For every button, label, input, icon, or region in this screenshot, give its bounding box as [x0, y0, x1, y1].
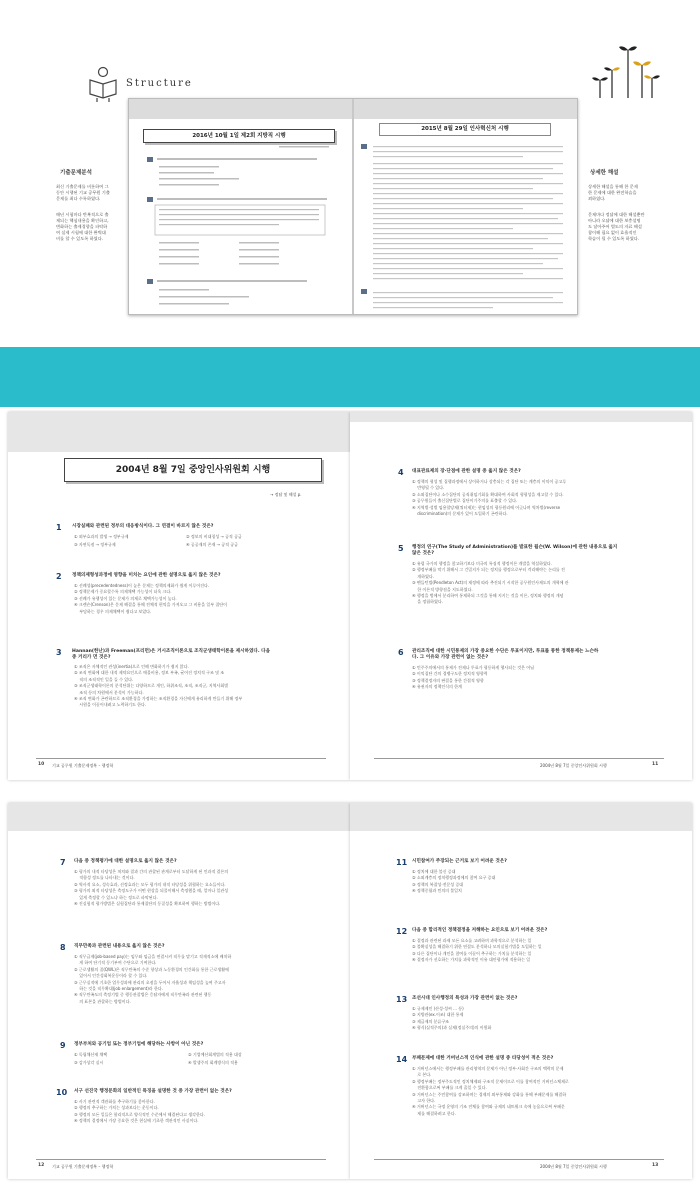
question-number: 4: [398, 468, 404, 477]
option-list: ① 정책의 형성 및 집행과정에서 상이하거나 상충되는 각 집단 또는 계층의 이익이 공고루 반영될 수 있다. ② 소외집단이나 소수집단의 공직취임기회를 확대하여 사회적 형평성을 제고할 수 있다. ③ 공무원들이 출신집단별로 집단이기주의를 표출할 수 있다. ④ 지역별·성별 임용할당제(쿼터제)는 현임성의 평등원리에 어긋나며 역차별(reverse discrimination)의 문제가 있어 도입하기 곤란하다.: [412, 479, 567, 517]
right-para-1: 상세한 해설을 통해 한 문제 한 문제에 대한 완전학습을 꾀하였다.: [588, 184, 638, 201]
question-text: 다음 중 합리적인 정책결정을 저해하는 요인으로 보기 어려운 것은?: [412, 928, 548, 933]
page-number: 10: [38, 762, 45, 767]
question-text: 시민참여가 주장되는 근거로 보기 어려운 것은?: [412, 859, 507, 864]
question-text: 행정의 연구(The Study of Administration)를 발표한 윌슨(W. Wilson)에 관한 내용으로 옳지 않은 것은?: [412, 545, 618, 556]
question-text: 부패문제에 대한 거버넌스적 인식에 관한 설명 중 타당성이 적은 것은?: [412, 1056, 554, 1061]
plant-decoration-icon: [590, 40, 660, 100]
question-number: 1: [56, 523, 62, 532]
answer-reference: → 정답 및 해설 p.: [270, 492, 302, 497]
question-text: 관리조직에 대한 시민통제의 가장 중요한 수단은 투표이지만, 투표를 통한 정책통제는 느슨하 다. 그 이유와 가장 관련이 없는 것은?: [412, 649, 599, 660]
option-list: ① 선례성(precedentedness)이 높은 문제는 정책의제화가 쉽게 이루어진다. ② 정책문제가 중요할수록 의제채택 가능성이 더욱 크다. ③ 선례가 유행성이 있는 문제가 의제로 채택가능성이 높다. ④ 크렌슨(Crenson)은 문제 해결을 통해 전체적 편익을 가져오고 그 비용을 일부 집단이 부담하는 경우 의제채택이 쉽다고 보았다.: [74, 583, 228, 614]
page-13: [350, 803, 692, 1179]
question-text: 조선시대 인사행정의 특성과 가장 관련이 없는 것은?: [412, 996, 518, 1001]
running-footer: 기교 공무원 기출문제정복 – 행정학: [52, 763, 114, 768]
option-list: ① 정치에 대한 불신 증대 ② 소외계층의 정치행정과정에의 참여 요구 증대 ③ 정책의 복잡성·전문성 증대 ④ 정책중립과 민의의 불일치: [412, 869, 496, 894]
option-list: ① 직무급제(job-based pay)는 임무와 임금을 연결시켜 직무를 맡기고 적재적소에 배치하 게 하여 단기적 동기부여 수단으로 기여한다. ② 근로생활의 질(QWL)은 직무만족의 수준 향상과 노동환경의 인간화를 통한 근로생활에 있어서 인간성회복운동이라 할 수 있다. ③ 근무실적에 기초한 업무성과에 관리의 초점을 두어서 자율성과 책임성을 높여 주고자 하는 것을 직무확대(job enlargement)라 한다. ④ 직무만족도의 측정기법 중 행동관찰법은 응답자에게 직무만족과 관련된 행동 의 표본을 관찰하는 방법이다.: [74, 954, 232, 1004]
inner-left-title: 2016년 10월 1일 제2회 지방직 시행: [143, 129, 335, 143]
question-number: 6: [398, 648, 404, 657]
question-number: 14: [396, 1055, 408, 1064]
right-para-2: 문제마다 정답에 대한 해설뿐만 아니라 오답에 대한 보충설명 도 달아주어 별도의 자료 해설 참이해 필요 없이 효율적인 학습이 될 수 있도록 하였다.: [588, 212, 645, 241]
left-heading: 기출문제분석: [60, 170, 92, 176]
option-list: ① 평가의 내적 타당성은 처치와 결과 간의 관찰된 관계로부터 도달하게 된 인과적 결론의 적합성 정도를 나타내는 것이다. ② 역사적 요소, 성숙효과, 선정효과는 모두 평가의 내적 타당성을 위협하는 요소들이다. ③ 평가의 외적 타당성은 측정도구가 어떤 현상을 되풀이해서 측정했을 때, 얼마나 일관성 있게 측정할 수 있느냐 하는 정도로 파악된다. ④ 진실험적 평가방법은 실험집단과 통제집단의 동질성을 확보하여 행하는 방법이다.: [74, 869, 229, 907]
sample-spread: [128, 98, 578, 315]
question-number: 11: [396, 858, 408, 867]
question-number: 8: [60, 943, 66, 952]
question-text: 대표관료제의 장·단점에 관한 설명 중 옳지 않은 것은?: [412, 469, 521, 474]
option-list: ① 조직은 자체적인 관성(inertia)으로 인해 변화하기가 쉽지 않다. ② 조직 변화에 대한 내적 제약요인으로 매몰비용, 정보 부족, 굳어진 정치적 구조 및 조 직의 조직적인 일을 들 수 있다. ③ 조직군생태학이론의 분석단위는 다양하므로 개인, 하위조직, 조직, 조직군, 지역사회별 조직 등의 차원에서 분석이 가능하다. ④ 조직 변화가 곤란하므로 조직환경을 가정하는 조직환경을 자신에게 유리하게 만들기 위해 정부 시원을 이끌어내려고 노력하기도 한다.: [74, 664, 243, 708]
question-number: 2: [56, 572, 62, 581]
option-list: ① 사기 관련적 객관화를 추구하기를 좋아한다. ② 행정의 추구하는 가치는 성과보다는 운동이다. ③ 행정의 모든 일들은 합리적으로 양식적인 수준에서 해결된다고 생각한다. ④ 정책의 결정에서 가장 중요한 것은 현실에 기초한 객관적인 사실이다.: [74, 1099, 205, 1124]
question-number: 13: [396, 995, 408, 1004]
left-para-1: 최신 기출문제를 비롯하여 그 동안 시행된 기교 공무원 기출 문제를 최다 수록하였다.: [56, 184, 110, 201]
section-label: Structure: [126, 78, 193, 89]
running-footer: 기교 공무원 기출문제정복 – 행정학: [52, 1164, 114, 1169]
page-11: [350, 412, 692, 780]
page-title: 2004년 8월 7일 중앙인사위원회 시행: [64, 458, 322, 482]
left-para-2: 매년 시험마다 반복적으로 출 제되는 핵심내용을 확인하고, 변화하는 출제경향을 파악하 여 실제 시험에 대한 완벽대 비를 할 수 있도록 하였다.: [56, 212, 109, 241]
page-number: 13: [652, 1163, 659, 1168]
question-number: 10: [56, 1088, 68, 1097]
question-text: 다음 중 정책평가에 대한 설명으로 옳지 않은 것은?: [74, 859, 177, 864]
question-text: 서구 선진국 행정문화의 일반적인 특징을 설명한 것 중 가장 관련이 없는 것은?: [74, 1089, 232, 1094]
question-number: 12: [396, 927, 408, 936]
inner-right-title: 2015년 8월 29일 인사혁신처 시행: [379, 123, 551, 136]
question-text: 정부부처와 공기업 또는 정부기업에 해당하는 사항이 아닌 것은?: [74, 1042, 204, 1047]
right-heading: 상세한 해설: [590, 170, 619, 176]
option-list: ① 유럽 국가의 행정을 참고하기보다 미국의 특징적 행정이론 개발을 역설하였다. ② 행정부패를 막기 위해서 그 긴밀지가 되는 정치를 행정으로부터 격리해야는 논리를 전 개하였다. ③ 펜들턴법(Pendleton Act)의 제정에 따라 추진되기 시작한 공무원인사제도의 개혁에 관 한 이론적 방향점을 지도하였다. ④ 행정을 범에서 분리하여 통제하되 그것을 통해 지키는 것을 이론, 정치와 행정의 개념 을 정립하였다.: [412, 561, 569, 605]
question-text: 직무만족과 관련된 내용으로 옳지 않은 것은?: [74, 944, 165, 949]
question-number: 5: [398, 544, 404, 553]
option-list: ① 규제제인 (산성·성씨 ... 등) ② 지방관(ex.이조) 대한 통제 ③ 제급제의 분류구조 ④ 형식(실적주의)과 실제(정실주의)의 이원화: [412, 1006, 492, 1031]
page-number: 12: [38, 1163, 45, 1168]
option-list: ① 거버넌스에서는 행정부패를 관리영역의 문제가 아닌 정부·사회간 구조의 맥락의 문제 로 본다. ② 행정부패는 정부주도적인 정치체제와 구조적 문제이므로 이를 참여적인 거버넌스체제로 전환함으로써 부패를 크게 줄일 수 있다. ③ 거버넌스는 주민참여를 강조하며는 경제의 외부통제와 강화를 통해 부패문제를 해결하 고자 한다. ④ 거버넌스는 국정 운영의 기조 전체를 참여와 규제의 네트워크 속에 놓음으로써 부패문 제를 해결하려고 한다.: [412, 1066, 569, 1116]
page-12: 7 다음 중 정책평가에 대한 설명으로 옳지 않은 것은? ① 평가의 내적 타당성은 처치와 결과 간의 관찰된 관계로부터 도달하게 된 인과적 결론의 적합성 정도를 나타내는 것이다. ② 역사적 요소, 성숙효과, 선정효과는 모두 평가의 내적 타당성을 위협하는 요소들이다. ③ 평가의 외적 타당성은 측정도구가 어떤 현상을 되풀이해서 측정했을 때, 얼마나 일관성 있게 측정할 수 있느냐 하는 정도로 파악된다. ④ 진실험적 평가방법은 실험집단과 통제집단의 동질성을 확보하여 행하는 방법이다. 8 직무만족과 관련된 내용으로 옳지 않은 것은? ① 직무급제(job-based pay)는 임무와 임금을 연결시켜 직무를 맡기고 적재적소에 배치하 게 하여 단기적 동기부여 수단으로 기여한다. ② 근로생활의 질(QWL)은 직무만족의 수준 향상과 노동환경의 인간화를 통한 근로생활에 있어서 인간성회복운동이라 할 수 있다. ③ 근무실적에 기초한 업무성과에 관리의 초점을 두어서 자율성과 책임성을 높여 주고자 하는 것을 직무확대(job enlargement)라 한다. ④ 직무만족도의 측정기법 중 행동관찰법은 응답자에게 직무만족과 관련된 행동 의 표본을 관찰하는 방법이다. 9 정부부처와 공기업 또는 정부기업에 해당하는 사항이 아닌 것은? ① 독립채산제 채택 ② 기업예산회계법의 적용 대상 ③ 감가상각 실시 ④ 발생주의 회계방식의 적용 10 서구 선진국 행정문화의 일반적인 특징을 설명한 것 중 가장 관련이 없는 것은? ① 사기 관련적 객관화를 추구하기를 좋아한다. ② 행정의 추구하는 가치는 성과보다는 운동이다. ③ 행정의 모든 일들은 합리적으로 양식적인 수준에서 해결된다고 생각한다. ④ 정책의 결정에서 가장 중요한 것은 현실에 기초한 객관적인 사실이다. 12 기교 공무원 기출문제정복 – 행정학: [8, 803, 350, 1179]
question-text: 시장실패와 관련된 정부의 대응방식이다. 그 연결이 바르지 않은 것은?: [72, 524, 214, 529]
teal-divider-band: [0, 347, 700, 407]
question-number: 3: [56, 648, 62, 657]
page-10: 2004년 8월 7일 중앙인사위원회 시행 → 정답 및 해설 p. 1 시장실패와 관련된 정부의 대응방식이다. 그 연결이 바르지 않은 것은? ① 외부효과의 발생 → 정부규제 ② 정보의 비대칭성 → 공적 공급 ③ 자연독점 → 정부규제 ④ 공공재의 존재 → 공적 공급 2 정책의제형성과정에 영향을 미치는 요인에 관한 설명으로 옳지 않은 것은? ① 선례성(precedentedness)이 높은 문제는 정책의제화가 쉽게 이루어진다. ② 정책문제가 중요할수록 의제채택 가능성이 더욱 크다. ③ 선례가 유행성이 있는 문제가 의제로 채택가능성이 높다. ④ 크렌슨(Crenson)은 문제 해결을 통해 전체적 편익을 가져오고 그 비용을 일부 집단이 부담하는 경우 의제채택이 쉽다고 보았다. 3 Hannan(한난)과 Freeman(프리먼)은 거시조직이론으로 조직군생태학이론을 제시하였다. 다음 중 거리가 먼 것은? ① 조직은 자체적인 관성(inertia)으로 인해 변화하기가 쉽지 않다. ② 조직 변화에 대한 내적 제약요인으로 매몰비용, 정보 부족, 굳어진 정치적 구조 및 조 직의 조직적인 일을 들 수 있다. ③ 조직군생태학이론의 분석단위는 다양하므로 개인, 하위조직, 조직, 조직군, 지역사회별 조직 등의 차원에서 분석이 가능하다. ④ 조직 변화가 곤란하므로 조직환경을 가정하는 조직환경을 자신에게 유리하게 만들기 위해 정부 시원을 이끌어내려고 노력하기도 한다. 10 기교 공무원 기출문제정복 – 행정학: [8, 412, 350, 780]
running-footer: 2004년 8월 7일 중앙인사위원회 시행: [540, 1164, 607, 1169]
question-text: Hannan(한난)과 Freeman(프리먼)은 거시조직이론으로 조직군생태학이론을 제시하였다. 다음 중 거리가 먼 것은?: [72, 649, 271, 660]
option-list: ① 민주주의에서의 통제가 전제나 투표가 평등하게 행사되는 것은 어님 ② 이익집단 간의 경쟁구도한 정치적 영향력 ③ 정책결정자의 판결을 통한 간접적 영향 ④ 유권자의 정책인식의 한계: [412, 665, 534, 690]
page-number: 11: [652, 762, 659, 767]
question-number: 9: [60, 1041, 66, 1050]
question-text: 정책의제형성과정에 영향을 미치는 요인에 관한 설명으로 옳지 않은 것은?: [72, 573, 221, 578]
option-list: ① 결정과 관련된 과제 모든 요소를 고려하며 과학적으로 분석하는 일 ② 불확실성을 해결하기 위한 연결도 분석하나 모의실험기법을 도입하는 일 ③ 다른 집단이나 개인을 참여를 이끌어 추구하는 가치를 분석하는 일 ④ 결정자가 선호하는 가치를 과학적인 이유 대안평가에 적용하는 일: [412, 938, 542, 963]
running-footer: 2004년 8월 7일 중앙인사위원회 시행: [540, 763, 607, 768]
question-number: 7: [60, 858, 66, 867]
inner-text-lines: [129, 99, 577, 314]
reader-icon: [86, 66, 120, 102]
